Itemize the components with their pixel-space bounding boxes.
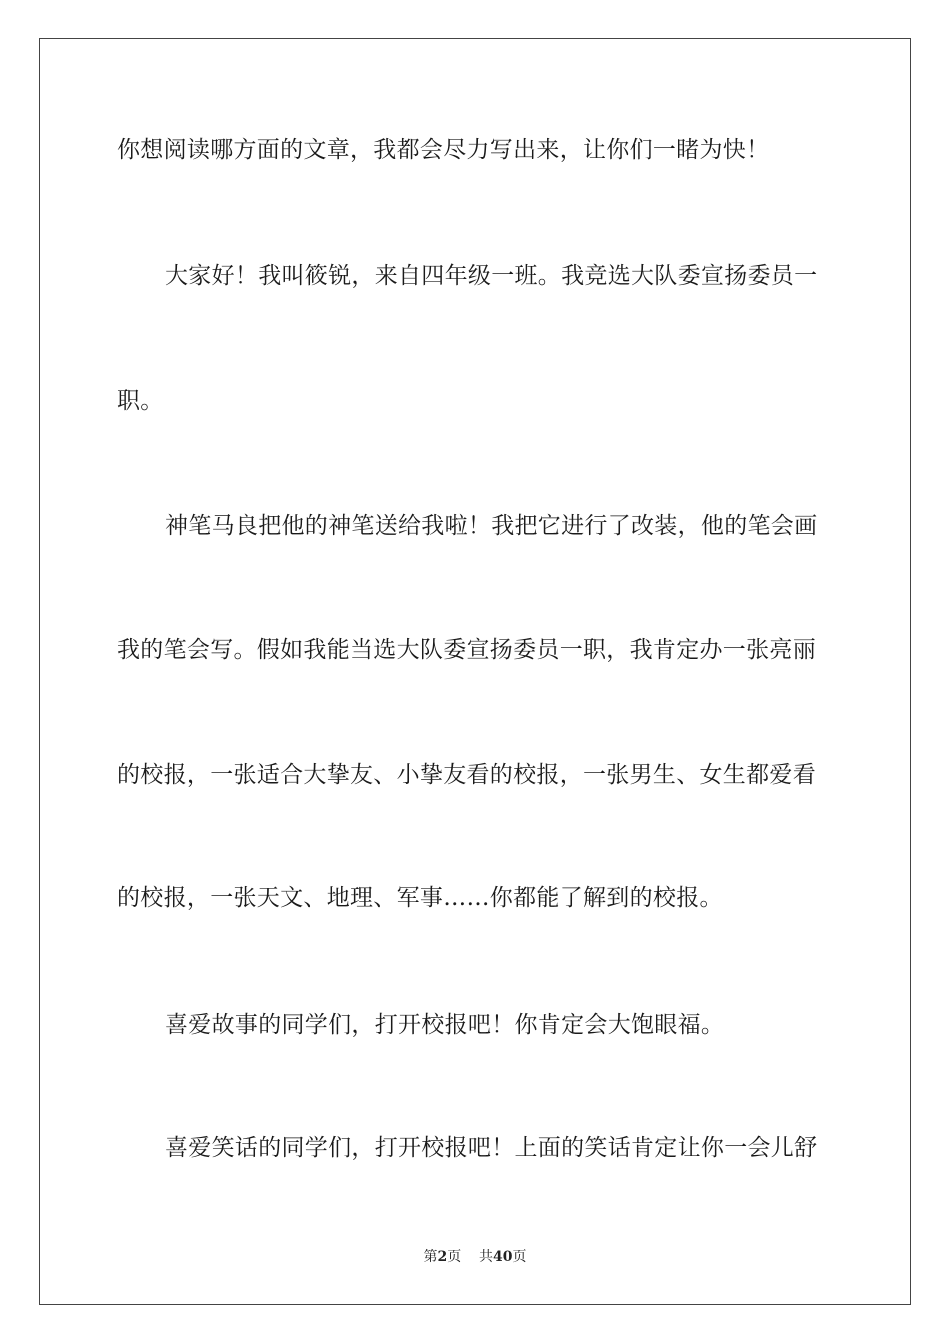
footer-total-pages: 40 [493,1249,513,1265]
footer-total-suffix: 页 [512,1249,527,1265]
text-line-9: 喜爱笑话的同学们，打开校报吧！上面的笑话肯定让你一会儿舒 [165,1135,818,1161]
text-line-4: 神笔马良把他的神笔送给我啦！我把它进行了改装，他的笔会画 [165,513,818,539]
text-line-8: 喜爱故事的同学们，打开校报吧！你肯定会大饱眼福。 [165,1012,725,1038]
text-line-3: 职。 [117,388,164,414]
footer-total-prefix: 共 [479,1249,494,1265]
text-line-2: 大家好！我叫筱锐，来自四年级一班。我竞选大队委宣扬委员一 [165,263,818,289]
footer-page-number: 2 [437,1249,448,1265]
text-line-6: 的校报，一张适合大挚友、小挚友看的校报，一张男生、女生都爱看 [117,762,816,788]
text-line-5: 我的笔会写。假如我能当选大队委宣扬委员一职，我肯定办一张亮丽 [117,637,816,663]
text-line-1: 你想阅读哪方面的文章，我都会尽力写出来，让你们一睹为快！ [117,137,770,163]
footer-page-suffix: 页 [447,1249,462,1265]
text-line-7: 的校报，一张天文、地理、军事……你都能了解到的校报。 [117,885,723,911]
page-footer [0,1246,950,1266]
page-border [39,38,911,1305]
footer-page-prefix: 第 [423,1249,438,1265]
